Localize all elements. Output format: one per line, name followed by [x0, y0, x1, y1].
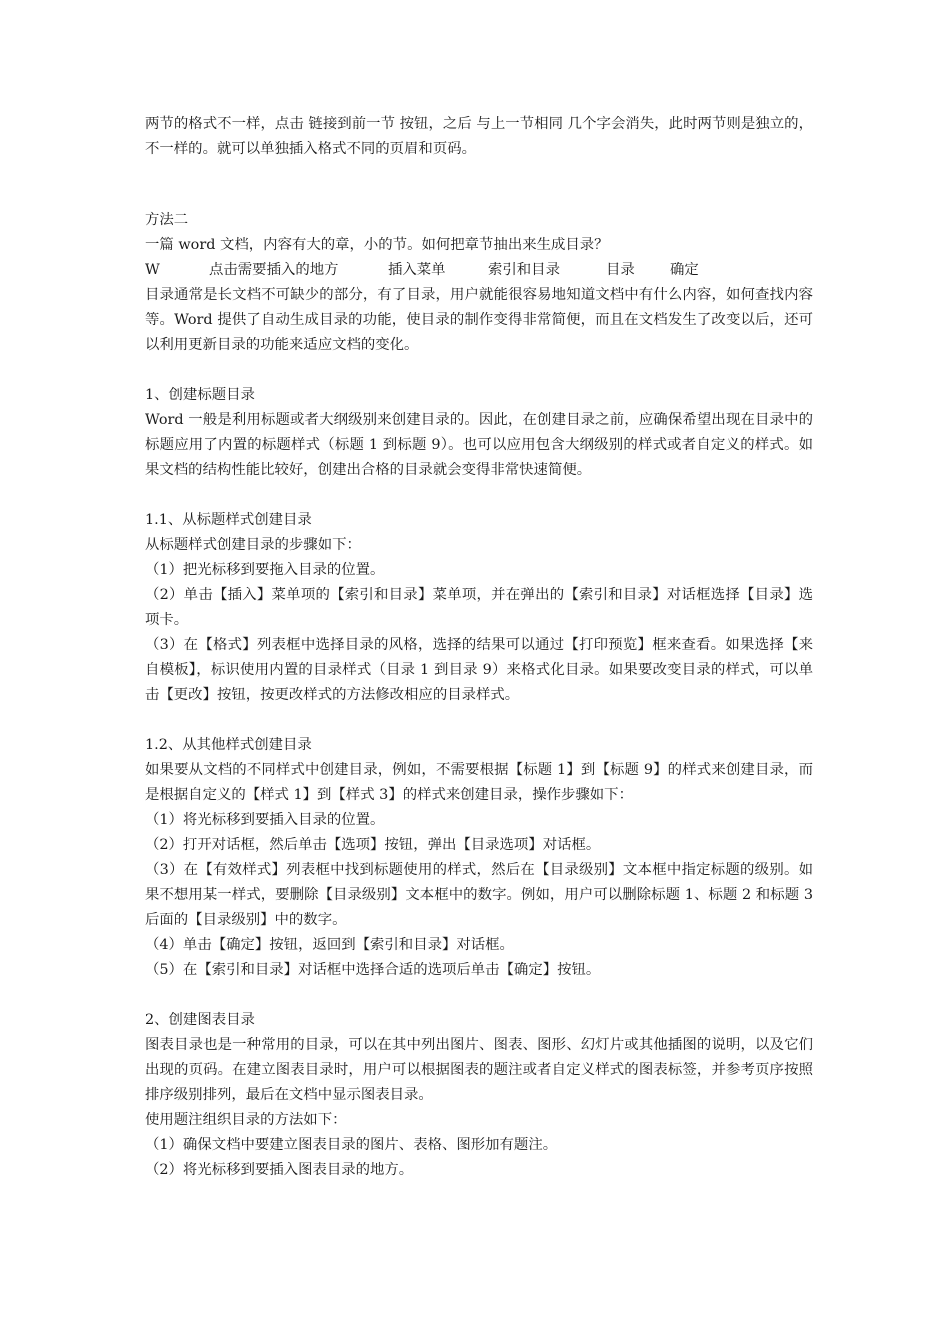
paragraph-toc-intro: 目录通常是长文档不可缺少的部分，有了目录，用户就能很容易地知道文档中有什么内容，如何查找内容等。Word 提供了自动生成目录的功能，使目录的制作变得非常简便，而且在文档发生了改变以后，还可以利用更新目录的功能来适应文档的变化。 [145, 287, 813, 353]
list-item: （3）在【格式】列表框中选择目录的风格，选择的结果可以通过【打印预览】框来查看。如果选择【来自模板】，标识使用内置的目录样式（目录 1 到目录 9）来格式化目录。如果要改变目录的样式，可以单击【更改】按钮，按更改样式的方法修改相应的目录样式。 [145, 637, 813, 703]
list-item: （5）在【索引和目录】对话框中选择合适的选项后单击【确定】按钮。 [145, 962, 601, 978]
paragraph-other-styles: 如果要从文档的不同样式中创建目录，例如，不需要根据【标题 1】到【标题 9】的样式来创建目录，而是根据自定义的【样式 1】到【样式 3】的样式来创建目录，操作步骤如下： [145, 762, 813, 803]
paragraph-title-toc: Word 一般是利用标题或者大纲级别来创建目录的。因此，在创建目录之前，应确保希望出现在目录中的标题应用了内置的标题样式（标题 1 到标题 9）。也可以应用包含大纲级别的样式或者自定义的样式。如果文档的结构性能比较好，创建出合格的目录就会变得非常快速简便。 [145, 412, 813, 478]
document-body [145, 112, 813, 1183]
menu-step: 目录 [606, 262, 635, 278]
list-item: （2）打开对话框，然后单击【选项】按钮，弹出【目录选项】对话框。 [145, 837, 601, 853]
list-item: （1）把光标移到要拖入目录的位置。 [145, 562, 385, 578]
heading-from-title-styles: 1.1、从标题样式创建目录 [145, 512, 312, 528]
heading-create-title-toc: 1、创建标题目录 [145, 387, 255, 403]
heading-from-other-styles: 1.2、从其他样式创建目录 [145, 737, 312, 753]
list-item: （1）将光标移到要插入目录的位置。 [145, 812, 385, 828]
menu-path [145, 258, 813, 283]
list-item: （4）单击【确定】按钮，返回到【索引和目录】对话框。 [145, 937, 514, 953]
paragraph-word-doc-question: 一篇 word 文档，内容有大的章，小的节。如何把章节抽出来生成目录？ [145, 237, 609, 253]
list-item: （1）确保文档中要建立图表目录的图片、表格、图形加有题注。 [145, 1137, 558, 1153]
heading-create-figure-toc: 2、创建图表目录 [145, 1012, 255, 1028]
menu-step: 点击需要插入的地方 [209, 262, 339, 278]
menu-step: 插入菜单 [388, 262, 446, 278]
paragraph-figure-toc: 图表目录也是一种常用的目录，可以在其中列出图片、图表、图形、幻灯片或其他插图的说明，以及它们出现的页码。在建立图表目录时，用户可以根据图表的题注或者自定义样式的图表标签，并参考页序按照排序级别排列，最后在文档中显示图表目录。 [145, 1037, 813, 1103]
paragraph-caption-method: 使用题注组织目录的方法如下： [145, 1112, 347, 1128]
menu-step: 索引和目录 [488, 262, 560, 278]
list-item: （2）单击【插入】菜单项的【索引和目录】菜单项，并在弹出的【索引和目录】对话框选择【目录】选项卡。 [145, 587, 813, 628]
heading-method-two: 方法二 [145, 212, 189, 228]
list-item: （2）将光标移到要插入图表目录的地方。 [145, 1162, 414, 1178]
menu-step: 确定 [670, 262, 699, 278]
paragraph-section-format: 两节的格式不一样，点击 链接到前一节 按钮，之后 与上一节相同 几个字会消失，此时两节则是独立的，不一样的。就可以单独插入格式不同的页眉和页码。 [145, 116, 813, 157]
list-item: （3）在【有效样式】列表框中找到标题使用的样式，然后在【目录级别】文本框中指定标题的级别。如果不想用某一样式，要删除【目录级别】文本框中的数字。例如，用户可以删除标题 1、标题 2 和标题 3 后面的【目录级别】中的数字。 [145, 862, 813, 928]
paragraph-steps-intro: 从标题样式创建目录的步骤如下： [145, 537, 361, 553]
menu-step: W [145, 262, 160, 278]
